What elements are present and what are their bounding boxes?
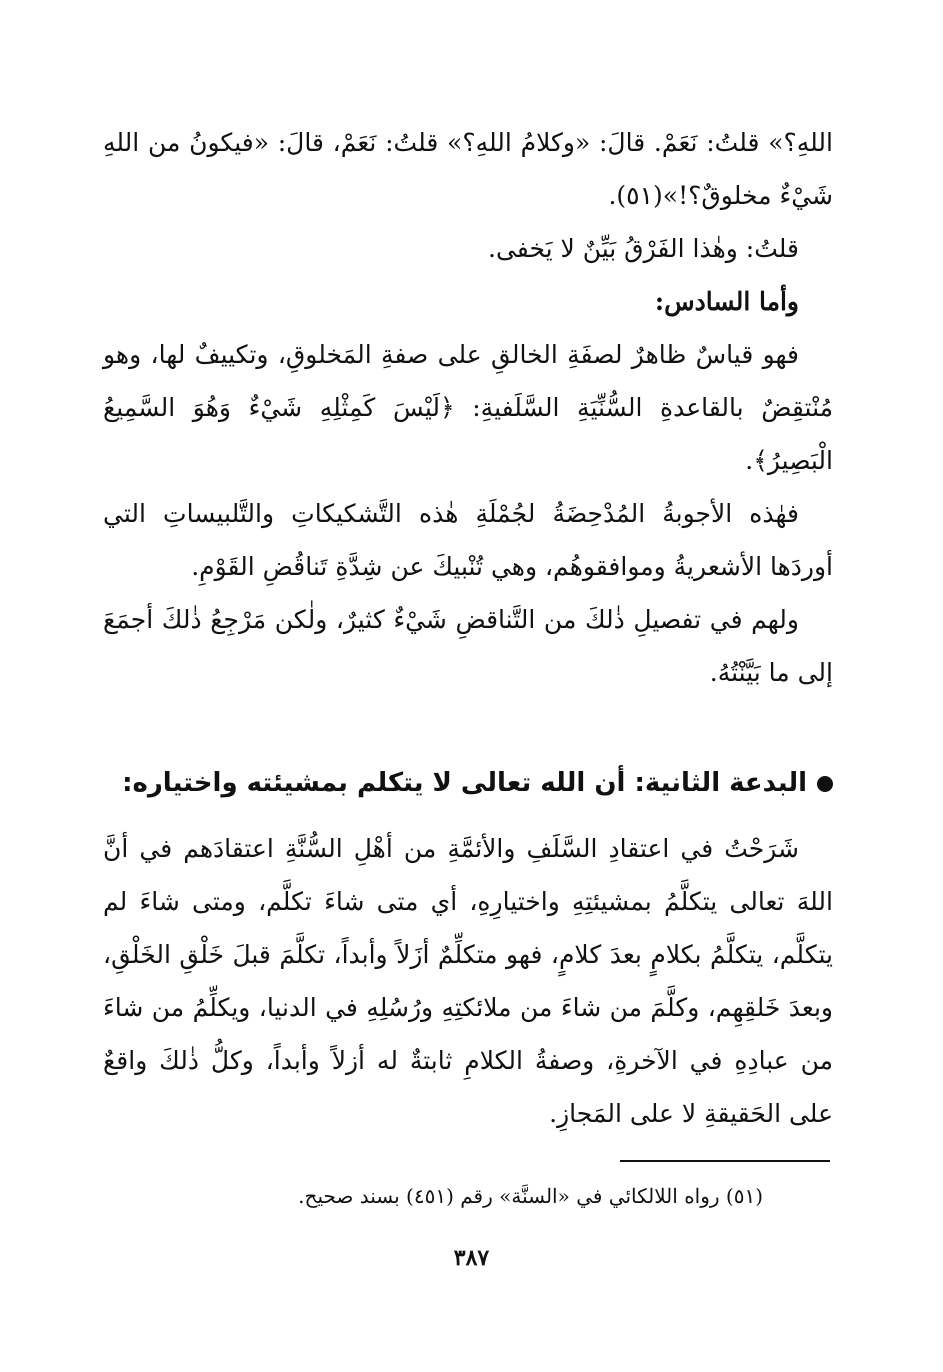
upper-text-block (103, 116, 833, 699)
paragraph-quote-end: اللهِ؟» قلتُ: نَعَمْ. قالَ: «وكلامُ اللهِ؟» قلتُ: نَعَمْ، قالَ: «فيكونُ من اللهِ شَيْءٌ مخلوقٌ؟!»(٥١). (103, 128, 833, 210)
lower-text-block (103, 822, 833, 1140)
paragraph-analogy: فهو قياسٌ ظاهرٌ لصفَةِ الخالقِ على صفةِ المَخلوقِ، وتكييفٌ لها، وهو مُنْتقِضٌ بالقاعدةِ السُّنِّيَةِ السَّلَفيةِ: ﴿لَيْسَ كَمِثْلِهِ شَيْءٌ وَهُوَ السَّمِيعُ الْبَصِيرُ﴾. (103, 340, 833, 475)
paragraph-answers: فهٰذه الأجوبةُ المُدْحِضَةُ لجُمْلَةِ هٰذه التَّشكيكاتِ والتَّلبيساتِ التي أوردَها الأشعريةُ وموافقوهُم، وهي تُنْبيكَ عن شِدَّةِ تَناقُضِ القَوْمِ. (103, 499, 833, 581)
section-heading (103, 758, 833, 808)
paragraph-contradictions: ولهم في تفصيلِ ذٰلكَ من التَّناقضِ شَيْءٌ كثيرٌ، ولٰكن مَرْجِعُ ذٰلكَ أجمَعَ إلى ما بَيَّنْتُهُ. (103, 605, 833, 687)
footnote: (٥١) رواه اللالكائي في «السنَّة» رقم (٤٥١) بسند صحيح. (298, 1184, 763, 1208)
paragraph-sixth-heading: وأما السادس: (654, 287, 799, 316)
bullet-icon (817, 776, 833, 792)
paragraph-difference: قلتُ: وهٰذا الفَرْقُ بَيِّنٌ لا يَخفى. (488, 234, 799, 263)
page-number: ٣٨٧ (453, 1245, 490, 1271)
section-heading-text: البدعة الثانية: أن الله تعالى لا يتكلم بمشيئته واختياره: (122, 768, 807, 798)
footnote-divider (620, 1160, 830, 1162)
paragraph-speech-attribute: شَرَحْتُ في اعتقادِ السَّلَفِ والأئمَّةِ من أهْلِ السُّنَّةِ اعتقادَهم في أنَّ اللهَ تعالى يتكلَّمُ بمشيئتِهِ واختيارِهِ، أي متى شاءَ تكلَّم، ومتى شاءَ لم يتكلَّم، يتكلَّمُ بكلامٍ بعدَ كلامٍ، فهو متكلِّمٌ أزَلاً وأبداً، تكلَّمَ قبلَ خَلْقِ الخَلْقِ، وبعدَ خَلقِهِم، وكلَّمَ من شاءَ من ملائكتِهِ ورُسُلِهِ في الدنيا، ويكلِّمُ من شاءَ من عبادِهِ في الآخرةِ، وصفةُ الكلامِ ثابتةٌ له أزلاً وأبداً، وكلُّ ذٰلكَ واقعٌ على الحَقيقةِ لا على المَجازِ. (103, 834, 833, 1128)
